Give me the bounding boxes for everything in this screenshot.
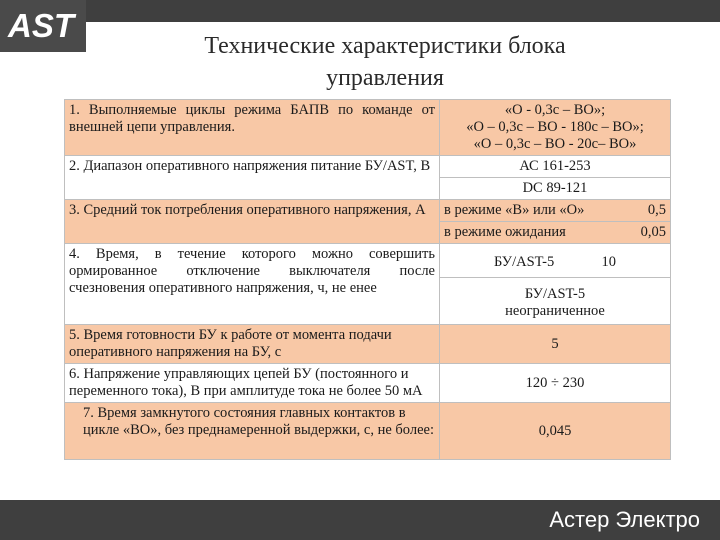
value-cell <box>440 156 671 200</box>
param-cell: 3. Средний ток потребления оперативного напряжения, А <box>65 200 440 244</box>
param-cell: 2. Диапазон оперативного напряжения питание БУ/AST, В <box>65 156 440 200</box>
value-label: БУ/AST-5 <box>493 254 555 270</box>
value-cell <box>440 200 671 244</box>
top-bar <box>0 0 720 22</box>
value-line <box>440 200 670 222</box>
table-row <box>65 100 671 156</box>
value-line <box>440 278 670 324</box>
value-label: в режиме ожидания <box>444 224 566 240</box>
svg-text:AST: AST <box>8 7 74 44</box>
bottom-bar <box>0 500 720 540</box>
table-row <box>65 364 671 403</box>
slide-title: Технические характеристики блока управления <box>204 33 566 91</box>
table-row <box>65 200 671 244</box>
value-number: 10 <box>601 254 616 270</box>
value-label: в режиме «В» или «О» <box>444 202 585 218</box>
param-cell: 7. Время замкнутого состояния главных контактов в цикле «ВО», без преднамеренной выдержки, с, не более: <box>65 403 440 460</box>
value-line: АС 161-253 <box>440 156 670 178</box>
value-line: «О – 0,3с – ВО - 20с– ВО» <box>473 136 637 152</box>
value-line: DC 89-121 <box>522 180 588 196</box>
table-row <box>65 325 671 364</box>
value-line: «О - 0,3с – ВО»; <box>504 102 606 118</box>
value-cell <box>440 244 671 325</box>
value-cell <box>440 100 671 156</box>
value-line <box>440 244 670 278</box>
ast-logo-icon <box>6 6 78 44</box>
spec-table <box>64 99 671 460</box>
value-label: БУ/AST-5 <box>524 286 586 302</box>
value-line: «О – 0,3с – ВО - 180с – ВО»; <box>466 119 644 135</box>
param-cell: 4. Время, в течение которого можно совершить ормированное отключение выключателя после счезновения оперативного напряжения, ч, не енее <box>65 244 440 325</box>
value-number: 0,5 <box>647 202 666 218</box>
table-row <box>65 244 671 325</box>
value-cell: 5 <box>440 325 671 364</box>
value-number: 0,05 <box>640 224 666 240</box>
company-logo <box>0 0 86 52</box>
value-cell: 0,045 <box>440 403 671 460</box>
param-cell: 1. Выполняемые циклы режима БАПВ по команде от внешней цепи управления. <box>65 100 440 156</box>
param-cell: 5. Время готовности БУ к работе от момента подачи оперативного напряжения на БУ, с <box>65 325 440 364</box>
table-row <box>65 403 671 460</box>
table-row <box>65 156 671 200</box>
value-number: неограниченное <box>505 303 605 319</box>
value-line <box>440 222 670 243</box>
param-cell: 6. Напряжение управляющих цепей БУ (постоянного и переменного тока), В при амплитуде тока не более 50 мА <box>65 364 440 403</box>
value-cell: 120 ÷ 230 <box>440 364 671 403</box>
brand-name: Астер Электро <box>549 507 700 532</box>
